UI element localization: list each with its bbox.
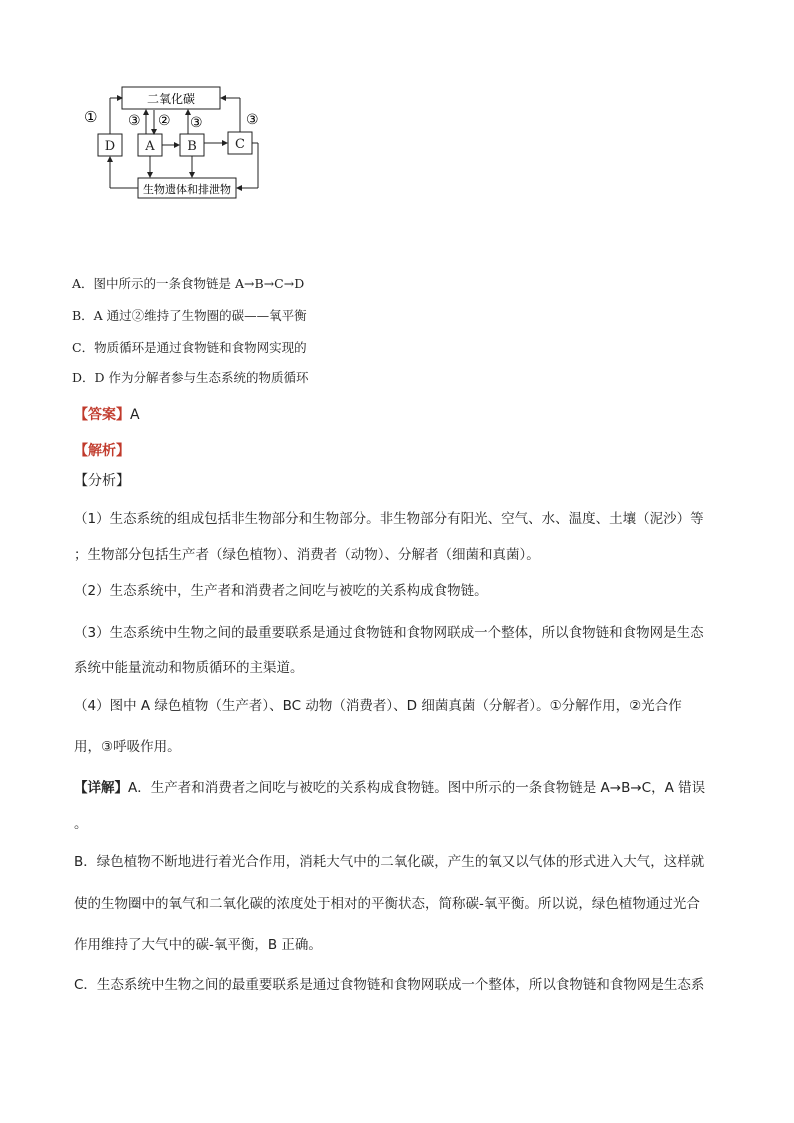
fenxi-p1-line2: ；生物部分包括生产者（绿色植物）、消费者（动物）、分解者（细菌和真菌）。	[74, 547, 540, 563]
option-b: B．A 通过②维持了生物圈的碳——氧平衡	[72, 308, 307, 323]
detail-a-text: A．生产者和消费者之间吃与被吃的关系构成食物链。图中所示的一条食物链是 A→B→C，A 错误	[128, 780, 706, 796]
detail-b-line2: 使的生物圈中的氧气和二氧化碳的浓度处于相对的平衡状态，简称碳-氧平衡。所以说，绿色植物通过光合	[74, 896, 700, 912]
answer-line	[74, 406, 140, 424]
analysis-label: 【解析】	[74, 443, 130, 459]
option-a: A．图中所示的一条食物链是 A→B→C→D	[72, 276, 305, 291]
analysis-heading	[74, 442, 130, 460]
carbon-cycle-diagram	[80, 82, 270, 202]
detail-b-line1: B．绿色植物不断地进行着光合作用，消耗大气中的二氧化碳，产生的氧又以气体的形式进入大气，这样就	[74, 854, 705, 870]
fenxi-p3-line1: （3）生态系统中生物之间的最重要联系是通过食物链和食物网联成一个整体，所以食物链和食物网是生态	[74, 625, 704, 641]
mark-3-a: ③	[128, 113, 141, 129]
fenxi-p2: （2）生态系统中，生产者和消费者之间吃与被吃的关系构成食物链。	[74, 583, 488, 599]
co2-label: 二氧化碳	[146, 92, 196, 106]
mark-3-b: ③	[190, 115, 203, 131]
node-a-label: A	[145, 139, 155, 154]
detail-a-line1	[74, 779, 722, 797]
node-c-label: C	[235, 137, 245, 152]
carbon-cycle-svg	[80, 82, 270, 202]
fenxi-p4-line2: 用，③呼吸作用。	[74, 739, 181, 755]
node-d-label: D	[104, 139, 116, 154]
remains-label: 生物遗体和排泄物	[143, 183, 231, 196]
fenxi-p3-line2: 系统中能量流动和物质循环的主渠道。	[74, 660, 304, 676]
detail-label: 【详解】	[74, 780, 128, 796]
mark-1: ①	[84, 108, 98, 126]
detail-b-line3: 作用维持了大气中的碳-氧平衡，B 正确。	[74, 937, 322, 953]
answer-value: A	[130, 407, 140, 423]
fenxi-label: 【分析】	[74, 473, 130, 489]
mark-2: ②	[158, 113, 171, 129]
detail-c-line1: C．生态系统中生物之间的最重要联系是通过食物链和食物网联成一个整体，所以食物链和食物网是生态系	[74, 977, 705, 993]
option-d: D．D 作为分解者参与生态系统的物质循环	[72, 370, 309, 385]
answer-label: 【答案】	[74, 407, 130, 423]
fenxi-p4-line1: （4）图中 A 绿色植物（生产者）、BC 动物（消费者）、D 细菌真菌（分解者）。①分解作用，②光合作	[74, 698, 682, 714]
fenxi-p1-line1: （1）生态系统的组成包括非生物部分和生物部分。非生物部分有阳光、空气、水、温度、土壤（泥沙）等	[74, 511, 704, 527]
detail-a-line2: 。	[74, 816, 88, 832]
mark-3-c: ③	[246, 112, 259, 128]
fenxi-heading	[74, 472, 130, 490]
node-b-label: B	[187, 139, 197, 154]
option-c: C．物质循环是通过食物链和食物网实现的	[72, 340, 307, 355]
